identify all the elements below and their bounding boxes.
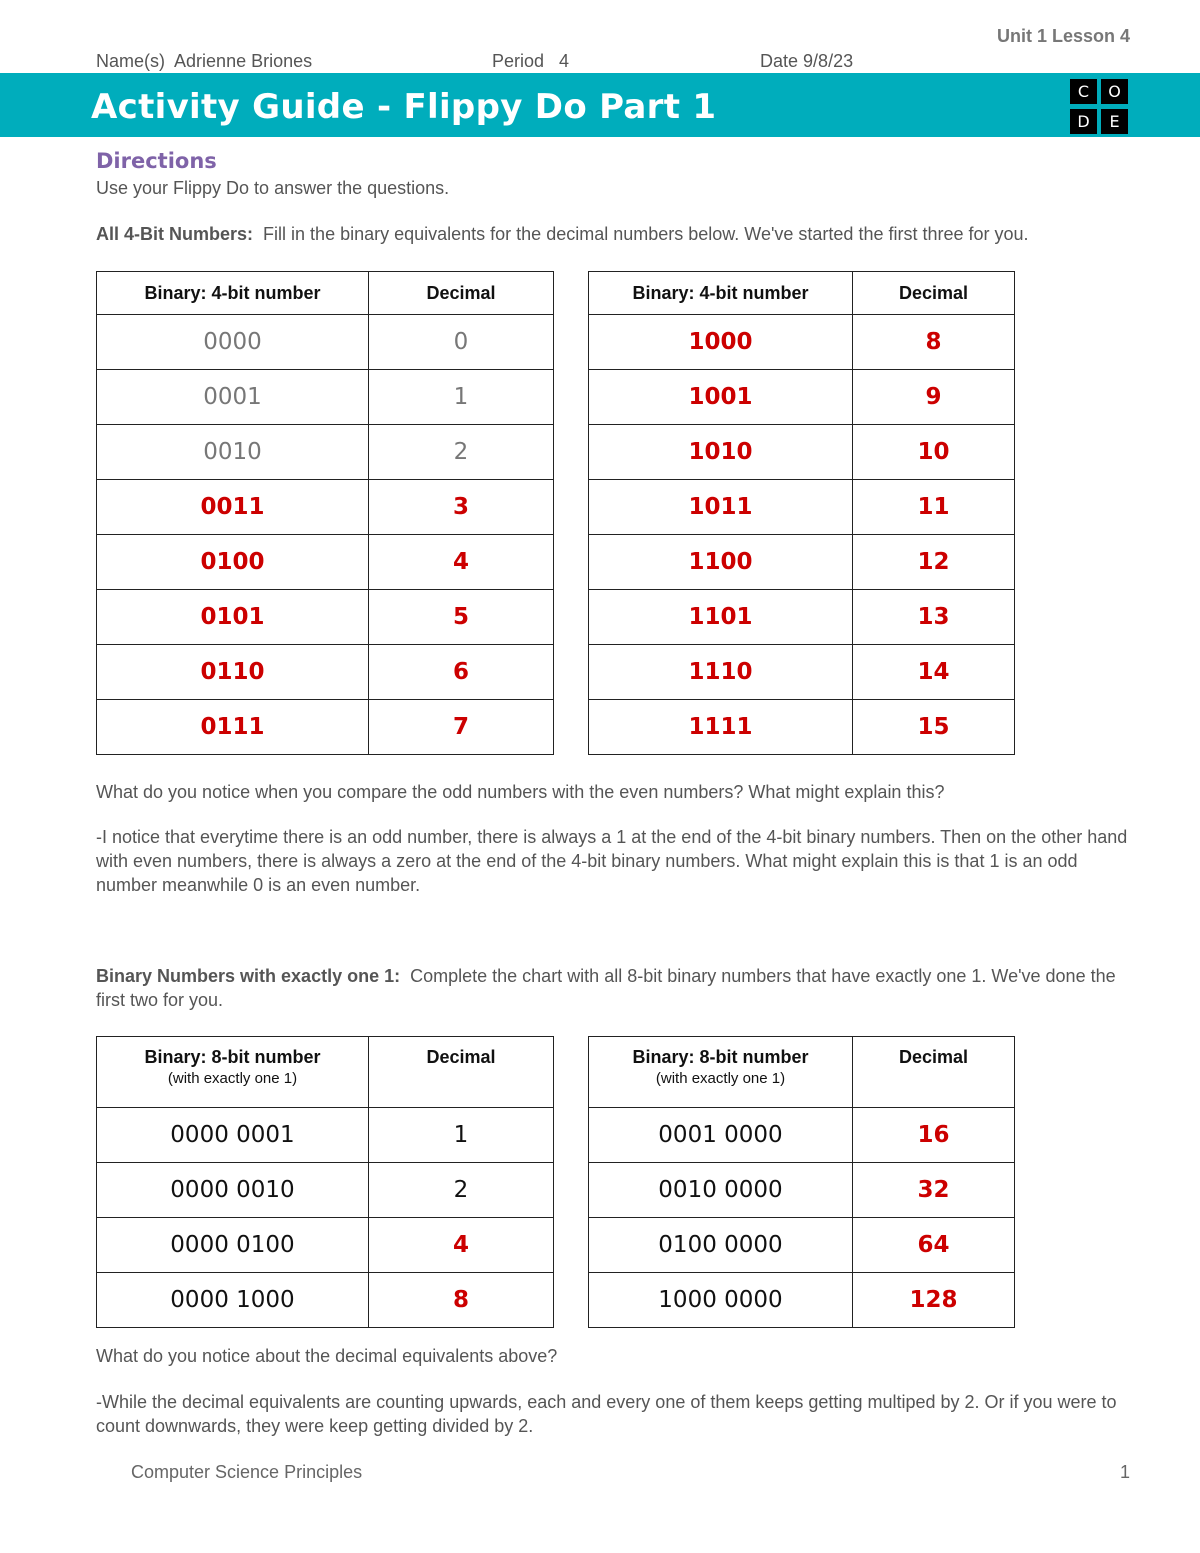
table-header-row xyxy=(589,272,1015,315)
binary-cell: 0100 xyxy=(97,535,369,590)
col-binary-header: Binary: 4-bit number xyxy=(589,272,853,315)
date-field xyxy=(760,51,853,72)
binary-cell: 0000 0010 xyxy=(97,1163,369,1218)
binary-cell: 0000 1000 xyxy=(97,1273,369,1328)
name-label: Name(s) xyxy=(96,51,166,71)
table-row xyxy=(97,425,554,480)
table-8bit-right xyxy=(588,1036,1015,1328)
page-number: 1 xyxy=(1120,1462,1131,1482)
decimal-cell: 13 xyxy=(853,590,1015,645)
binary-cell: 0000 0100 xyxy=(97,1218,369,1273)
table-row xyxy=(97,645,554,700)
binary-cell: 0010 0000 xyxy=(589,1163,853,1218)
table-row xyxy=(589,1273,1015,1328)
decimal-cell: 5 xyxy=(369,590,554,645)
section1-instructions xyxy=(96,222,1136,246)
logo-letter-c: C xyxy=(1070,79,1097,104)
col-binary-header xyxy=(97,1037,369,1108)
binary-cell: 0111 xyxy=(97,700,369,755)
binary-cell: 0110 xyxy=(97,645,369,700)
col-binary-title: Binary: 8-bit number xyxy=(632,1047,809,1067)
decimal-cell: 0 xyxy=(369,315,554,370)
binary-cell: 1011 xyxy=(589,480,853,535)
col-decimal-header: Decimal xyxy=(853,272,1015,315)
title-banner xyxy=(0,73,1200,137)
decimal-cell: 8 xyxy=(369,1273,554,1328)
period-value: 4 xyxy=(559,51,570,71)
table-row xyxy=(589,1163,1015,1218)
binary-cell: 0001 xyxy=(97,370,369,425)
table-row xyxy=(97,1218,554,1273)
directions-text: Use your Flippy Do to answer the questions. xyxy=(96,178,450,198)
section2-instructions xyxy=(96,964,1116,1012)
section2-answer: -While the decimal equivalents are counting upwards, each and every one of them keeps getting multiped by 2. Or if you were to count downwards, they were keep getting divided by 2. xyxy=(96,1392,1117,1436)
decimal-cell: 1 xyxy=(369,1108,554,1163)
period-field xyxy=(492,51,569,72)
decimal-cell: 3 xyxy=(369,480,554,535)
table-row xyxy=(589,370,1015,425)
table-row xyxy=(589,315,1015,370)
table-row xyxy=(589,535,1015,590)
decimal-cell: 4 xyxy=(369,535,554,590)
binary-cell: 1110 xyxy=(589,645,853,700)
col-binary-subtitle: (with exactly one 1) xyxy=(167,1070,298,1087)
binary-cell: 0000 0001 xyxy=(97,1108,369,1163)
table-row xyxy=(97,480,554,535)
binary-cell: 0101 xyxy=(97,590,369,645)
binary-cell: 1001 xyxy=(589,370,853,425)
table-row xyxy=(589,1108,1015,1163)
col-binary-header xyxy=(589,1037,853,1108)
table-row xyxy=(97,315,554,370)
name-field xyxy=(96,51,312,72)
decimal-cell: 12 xyxy=(853,535,1015,590)
table-header-row xyxy=(589,1037,1015,1108)
table-row xyxy=(97,590,554,645)
decimal-cell: 2 xyxy=(369,425,554,480)
section2-label: Binary Numbers with exactly one 1: xyxy=(96,966,401,986)
table-header-row xyxy=(97,272,554,315)
table-row xyxy=(97,535,554,590)
decimal-cell: 4 xyxy=(369,1218,554,1273)
date-label: Date xyxy=(760,51,799,71)
decimal-cell: 6 xyxy=(369,645,554,700)
binary-cell: 0010 xyxy=(97,425,369,480)
binary-cell: 1010 xyxy=(589,425,853,480)
logo-letter-e: E xyxy=(1101,109,1128,134)
table-row xyxy=(589,1218,1015,1273)
logo-letter-d: D xyxy=(1070,109,1097,134)
table-row xyxy=(97,1163,554,1218)
section1-answer: -I notice that everytime there is an odd number, there is always a 1 at the end of the 4-bit binary numbers. Then on the other hand with even numbers, there is always a zero at the end of the 4-bit binary numbers. What might explain this is that 1 is an odd number meanwhile 0 is an even number. xyxy=(96,827,1128,895)
decimal-cell: 9 xyxy=(853,370,1015,425)
decimal-cell: 2 xyxy=(369,1163,554,1218)
unit-lesson-label: Unit 1 Lesson 4 xyxy=(996,26,1130,46)
decimal-cell: 8 xyxy=(853,315,1015,370)
table-row xyxy=(589,700,1015,755)
binary-cell: 1111 xyxy=(589,700,853,755)
decimal-cell: 32 xyxy=(853,1163,1015,1218)
table-row xyxy=(589,425,1015,480)
binary-cell: 0000 xyxy=(97,315,369,370)
section1-question: What do you notice when you compare the odd numbers with the even numbers? What might explain this? xyxy=(96,782,945,802)
col-binary-subtitle: (with exactly one 1) xyxy=(655,1070,786,1087)
col-decimal-header: Decimal xyxy=(853,1037,1015,1108)
binary-cell: 1000 0000 xyxy=(589,1273,853,1328)
binary-cell: 1000 xyxy=(589,315,853,370)
section2-text: Complete the chart with all 8-bit binary numbers that have exactly one 1. We've done the first two for you. xyxy=(96,966,1116,1010)
section1-text: Fill in the binary equivalents for the decimal numbers below. We've started the first three for you. xyxy=(263,224,1029,244)
decimal-cell: 10 xyxy=(853,425,1015,480)
logo-letter-o: O xyxy=(1101,79,1128,104)
section2-question: What do you notice about the decimal equivalents above? xyxy=(96,1346,558,1366)
binary-cell: 0001 0000 xyxy=(589,1108,853,1163)
decimal-cell: 15 xyxy=(853,700,1015,755)
col-binary-title: Binary: 8-bit number xyxy=(144,1047,321,1067)
decimal-cell: 64 xyxy=(853,1218,1015,1273)
decimal-cell: 128 xyxy=(853,1273,1015,1328)
code-logo xyxy=(1068,77,1130,135)
decimal-cell: 16 xyxy=(853,1108,1015,1163)
col-binary-header: Binary: 4-bit number xyxy=(97,272,369,315)
table-row xyxy=(589,645,1015,700)
decimal-cell: 14 xyxy=(853,645,1015,700)
binary-cell: 1100 xyxy=(589,535,853,590)
col-decimal-header: Decimal xyxy=(369,1037,554,1108)
binary-cell: 1101 xyxy=(589,590,853,645)
table-row xyxy=(97,700,554,755)
table-4bit-right xyxy=(588,271,1015,755)
binary-cell: 0011 xyxy=(97,480,369,535)
decimal-cell: 11 xyxy=(853,480,1015,535)
decimal-cell: 7 xyxy=(369,700,554,755)
decimal-cell: 1 xyxy=(369,370,554,425)
directions-heading: Directions xyxy=(96,149,217,173)
table-row xyxy=(97,1273,554,1328)
binary-cell: 0100 0000 xyxy=(589,1218,853,1273)
table-row xyxy=(97,370,554,425)
table-row xyxy=(589,590,1015,645)
table-4bit-left xyxy=(96,271,554,755)
table-header-row xyxy=(97,1037,554,1108)
footer-course: Computer Science Principles xyxy=(131,1462,363,1482)
section1-label: All 4-Bit Numbers: xyxy=(96,224,254,244)
col-decimal-header: Decimal xyxy=(369,272,554,315)
table-row xyxy=(589,480,1015,535)
date-value: 9/8/23 xyxy=(803,51,854,71)
period-label: Period xyxy=(492,51,545,71)
name-value: Adrienne Briones xyxy=(174,51,313,71)
table-row xyxy=(97,1108,554,1163)
table-8bit-left xyxy=(96,1036,554,1328)
page-title: Activity Guide - Flippy Do Part 1 xyxy=(91,87,717,127)
